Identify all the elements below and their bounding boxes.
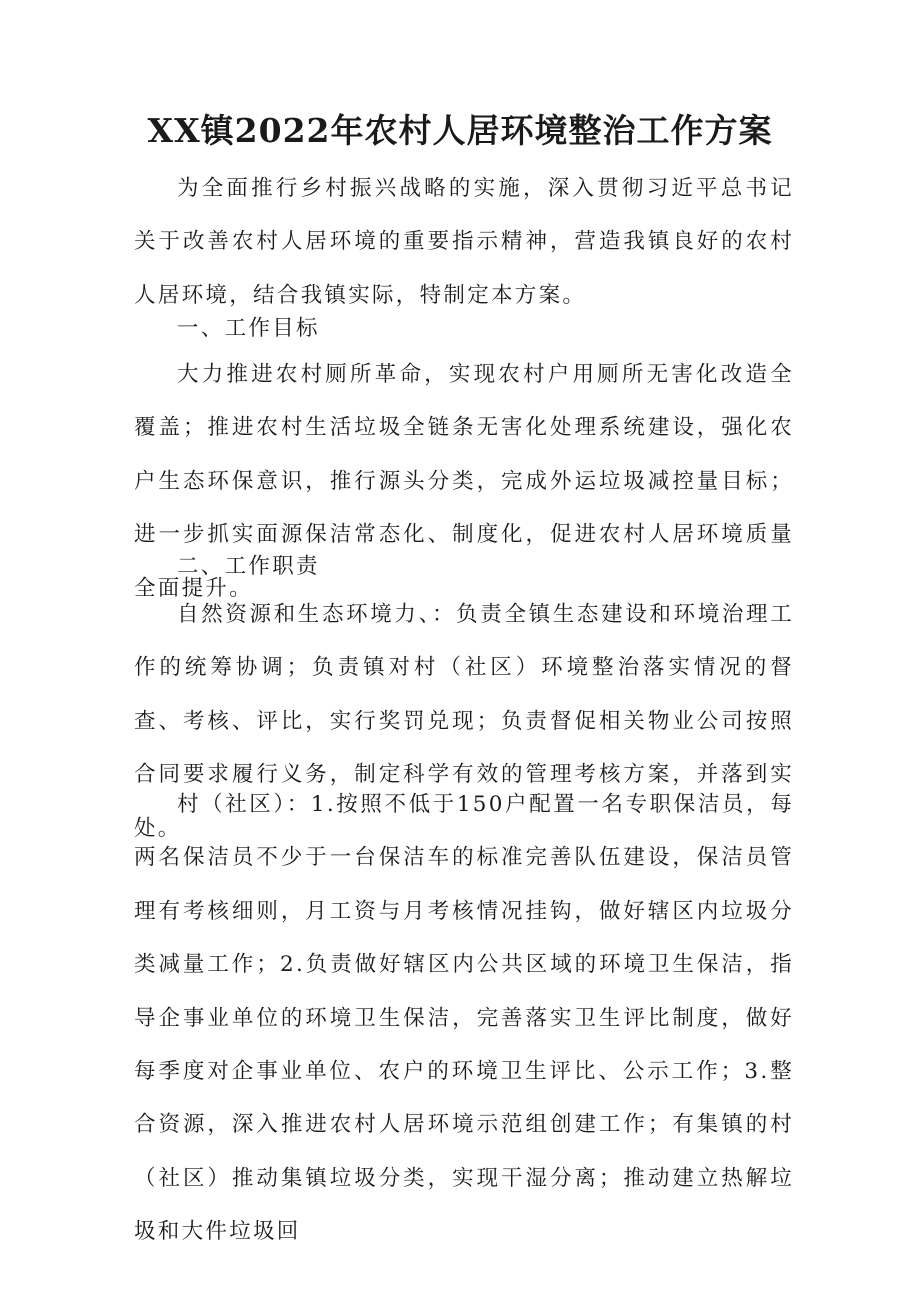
- section-2-paragraph-1: 自然资源和生态环境力、：负责全镇生态建设和环境治理工作的统筹协调；负责镇对村（社区）环境整治落实情况的督查、考核、评比，实行奖罚兑现；负责督促相关物业公司按照合同要求履行义务，制定科学有效的管理考核方案，并落到实处。: [134, 602, 794, 841]
- section-2-paragraph-2: 村（社区）：1.按照不低于150户配置一名专职保洁员，每两名保洁员不少于一台保洁车的标准完善队伍建设，保洁员管理有考核细则，月工资与月考核情况挂钩，做好辖区内垃圾分类减量工作；2.负责做好辖区内公共区域的环境卫生保洁，指导企事业单位的环境卫生保洁，完善落实卫生评比制度，做好每季度对企事业单位、农户的环境卫生评比、公示工作；3.整合资源，深入推进农村人居环境示范组创建工作；有集镇的村（社区）推动集镇垃圾分类，实现干湿分离；推动建立热解垃圾和大件垃圾回: [134, 792, 794, 1245]
- section-1-heading: 一、工作目标: [177, 316, 320, 341]
- section-1-body: 大力推进农村厕所革命，实现农村户用厕所无害化改造全覆盖；推进农村生活垃圾全链条无害化处理系统建设，强化农户生态环保意识，推行源头分类，完成外运垃圾减控量目标；进一步抓实面源保洁常态化、制度化，促进农村人居环境质量全面提升。: [134, 362, 794, 601]
- intro-paragraph: 为全面推行乡村振兴战略的实施，深入贯彻习近平总书记关于改善农村人居环境的重要指示精神，营造我镇良好的农村人居环境，结合我镇实际，特制定本方案。: [134, 176, 794, 308]
- document-title: XX镇2022年农村人居环境整治工作方案: [147, 111, 773, 150]
- section-2-heading: 二、工作职责: [177, 554, 320, 579]
